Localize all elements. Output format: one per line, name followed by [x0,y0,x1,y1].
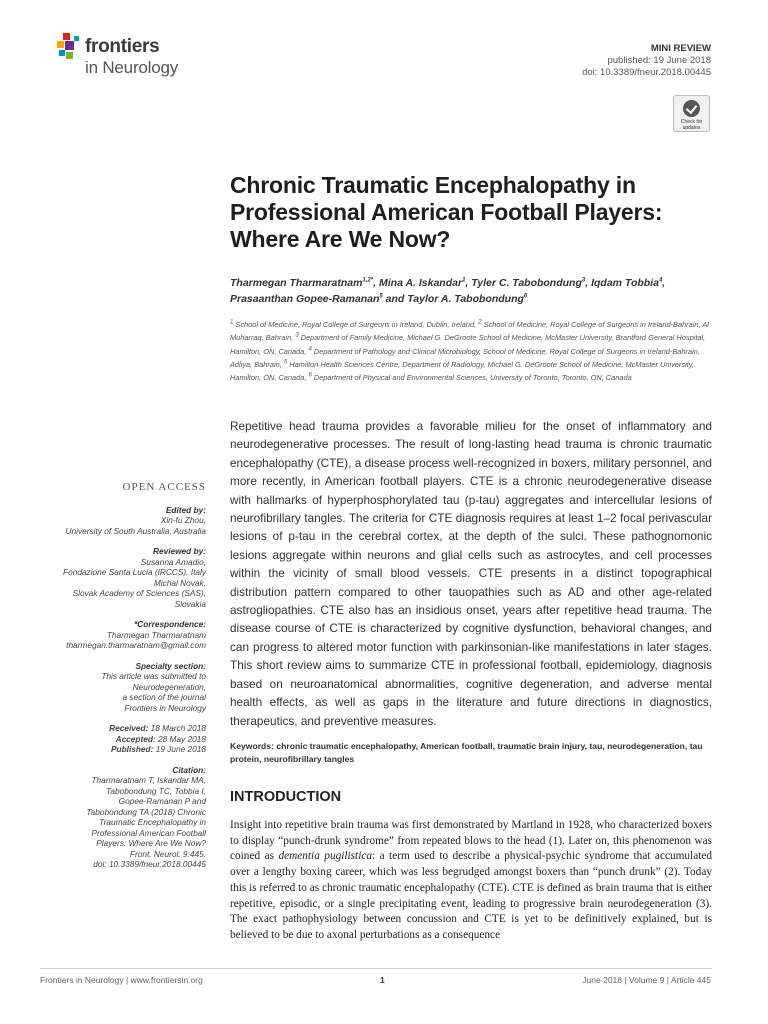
logo-brand-text: frontiers [85,36,160,57]
reviewed-by-section [40,546,206,609]
author-sep: , [465,277,472,289]
specialty-line: This article was submitted to [101,671,206,681]
frontiers-logo-icon [57,33,81,61]
article-sidebar [40,482,206,880]
affiliation-sup: 6 [308,372,312,379]
reviewed-by-label: Reviewed by: [152,546,206,556]
published-label: Published: [110,744,154,754]
author-name[interactable]: Mina A. Iskandar [379,277,463,289]
editor-line: Xin-fu Zhou, [160,515,206,525]
author-name[interactable]: Taylor A. Tabobondung [407,293,524,305]
author-sep: , [373,277,379,289]
article-type: MINI REVIEW [650,43,711,54]
citation-line: Professional American Football [91,827,206,838]
citation-label: Citation: [172,764,206,775]
affiliation-text: School of Medicine, Royal College of Surgeons in Ireland, Dublin, Ireland, [235,320,479,329]
intro-text-a: Insight into repetitive brain trauma was first demonstrated by Martland in 1928, who characterized boxers to display “punch-drunk syndrome” from repeated blows to the head (1). Later on, this phenomenon was coined as [230,819,712,863]
doi-link[interactable]: doi: 10.3389/fneur.2018.00445 [582,67,711,78]
affiliations [230,318,715,384]
article-meta-header [582,43,711,79]
reviewer-line: Slovak Academy of Sciences (SAS), [72,588,206,598]
affiliation-sup: 3 [295,332,299,339]
correspondence-section [40,619,206,651]
specialty-section [40,661,206,714]
affiliation-sup: 1 [230,319,234,326]
introduction-paragraph [230,818,712,944]
citation-line: Gopee-Ramanan P and [118,796,206,806]
accepted-value: 28 May 2018 [158,733,206,744]
keywords [230,740,712,765]
author-name[interactable]: Tharmegan Tharmaratnam [230,277,363,289]
edited-by-label: Edited by: [165,504,206,515]
affiliation-sup: 2 [478,319,482,326]
affiliation-sup: 4 [308,346,312,353]
affiliation-text: Hamilton Health Sciences Centre, Department of Radiology, Michael G. DeGroote School of Medicine, McMaster University, Hamilton, ON, Canada, [230,359,694,383]
reviewer-line: Michal Novak, [153,577,206,588]
intro-text-b: : a term used to describe a physical-psychic syndrome that accumulated over a lengthy boxing career, which was less begrudged amongst boxers than “punch drunk” (2). Today this is referred to as chronic traumatic encephalopathy (CTE). CTE is defined as brain trauma that is either repetitive, episodic, or a single precipitating event, leading to progressive brain neurodegeneration (3). The exact pathophysiology between concussion and CTE is yet to be definitively explained, but is believed to be due to axonal perturbations as a consequence [230,850,713,941]
author-sup: 1 [462,277,466,284]
keywords-text: chronic traumatic encephalopathy, American football, traumatic brain injury, tau, neurodegeneration, tau protein, neurofibrillary tangles [230,741,703,764]
correspondence-name: Tharmegan Tharmaratnam [106,629,206,640]
author-sup: 5 [379,293,383,300]
citation-line: Tabobondung TA (2018) Chronic [86,806,206,817]
footer-journal-link[interactable]: Frontiers in Neurology | www.frontiersin.org [40,975,203,985]
specialty-line: a section of the journal [122,692,206,702]
check-for-updates-button[interactable] [673,95,710,132]
affiliation-sup: 5 [283,359,288,366]
published-value: 19 June 2018 [155,744,206,754]
page-number: 1 [380,975,385,985]
footer-issue-info: June 2018 | Volume 9 | Article 445 [582,975,711,985]
specialty-label: Specialty section: [135,660,206,671]
citation-line: Tharmaratnam T, Iskandar MA, [91,775,206,785]
check-icon [683,100,700,117]
editor-line: University of South Australia, Australia [65,525,206,536]
reviewer-line: Fondazione Santa Lucia (IRCCS), Italy [63,567,206,577]
correspondence-label: *Correspondence: [134,619,206,629]
published-date: published: 19 June 2018 [607,55,711,66]
accepted-date [40,734,206,745]
specialty-line: Neurodegeneration, [132,681,206,692]
citation-line: Players: Where Are We Now? [96,838,206,848]
reviewer-line: Susanna Amadio, [140,556,206,567]
intro-text-em: dementia pugilistica [278,850,372,863]
correspondence-email[interactable]: tharmegan.tharmaratnam@gmail.com [66,640,206,650]
footer-divider [40,968,712,969]
specialty-line: Frontiers in Neurology [124,702,206,713]
author-sup: 3 [581,277,586,284]
author-list [230,275,720,307]
published-date-side [40,744,206,755]
author-name[interactable]: Tyler C. Tabobondung [471,277,582,289]
received-label: Received: [109,723,149,733]
author-sep: and [382,293,408,305]
check-updates-label-2: updates [682,125,701,131]
open-access-label: OPEN ACCESS [122,481,206,493]
citation-doi[interactable]: doi: 10.3389/fneur.2018.00445 [93,859,206,869]
received-date [40,723,206,734]
introduction-heading: INTRODUCTION [230,789,342,805]
author-sup: 6 [523,293,528,300]
accepted-label: Accepted: [115,733,156,744]
citation-line: Tabobondung TC, Tobbia I, [106,785,206,796]
affiliation-text: School of Medicine, Royal College of Surgeons in Ireland-Bahrain, Al Muharraq, Bahrain, [230,320,709,343]
dates-section [40,723,206,755]
affiliation-text: Department of Pathology and Clinical Microbiology, School of Medicine, Royal College of Surgeons in Ireland-Bahrain, Adliya, Bahrain, [230,346,700,369]
affiliation-text: Department of Family Medicine, Michael G. DeGroote School of Medicine, McMaster University, Brantford General Hospital, Hamilton, ON, Canada, [230,333,706,356]
logo-journal-text: in Neurology [85,58,179,77]
affiliation-text: Department of Physical and Environmental Sciences, University of Toronto, Toronto, ON, Canada [313,373,632,383]
author-sup: 1,2* [362,277,374,284]
check-updates-label-1: Check for [680,119,703,125]
abstract: Repetitive head trauma provides a favorable milieu for the onset of inflammatory and neurodegenerative processes. The result of long-lasting head trauma is chronic traumatic encephalopathy (CTE), a disease process well-recognized in boxers, military personnel, and more recently, in American football players. CTE is a chronic neurodegenerative disease with hallmarks of hyperphosphorylated tau (p-tau) aggregates and intercellular lesions of neurofibrillary tangles. The criteria for CTE diagnosis requires at least 1–2 focal perivascular lesions of p-tau in the cerebral cortex, at the depth of the sulci. These pathognomonic lesions aggregate within neurons and glial cells such as astrocytes, and cell processes within the vicinity of small blood vessels. CTE presents in a distinct topographical distribution pattern compared to other tauopathies such as AD and other age-related astrogliopathies. CTE also has an insidious onset, years after repetitive head trauma. The disease course of CTE is characterized by cognitive dysfunction, behavioral changes, and can progress to altered motor function with parkinsonian-like manifestations in later stages. This short review aims to summarize CTE in professional football, epidemiology, diagnosis based on neuroanatomical abnormalities, cognitive degeneration, and adverse mental health effects, as well as gaps in the literature and future directions in diagnostics, therapeutics, and preventive measures. [230,419,712,728]
citation-section [40,765,206,870]
author-name[interactable]: Prasaanthan Gopee-Ramanan [230,293,380,305]
article-title: Chronic Traumatic Encephalopathy in Professional American Football Players: Where Are We Now? [230,172,663,252]
edited-by-section [40,505,206,537]
author-sep: , [585,277,592,289]
journal-logo [57,33,197,81]
citation-line: Front. Neurol. 9:445. [129,848,206,859]
received-value: 18 March 2018 [150,723,206,733]
author-sep: , [662,277,666,289]
reviewer-line: Slovakia [174,598,206,609]
keywords-label: Keywords: [230,741,274,751]
citation-line: Traumatic Encephalopathy in [99,817,206,827]
author-sup: 4 [658,277,663,284]
author-name[interactable]: Iqdam Tobbia [591,277,659,289]
